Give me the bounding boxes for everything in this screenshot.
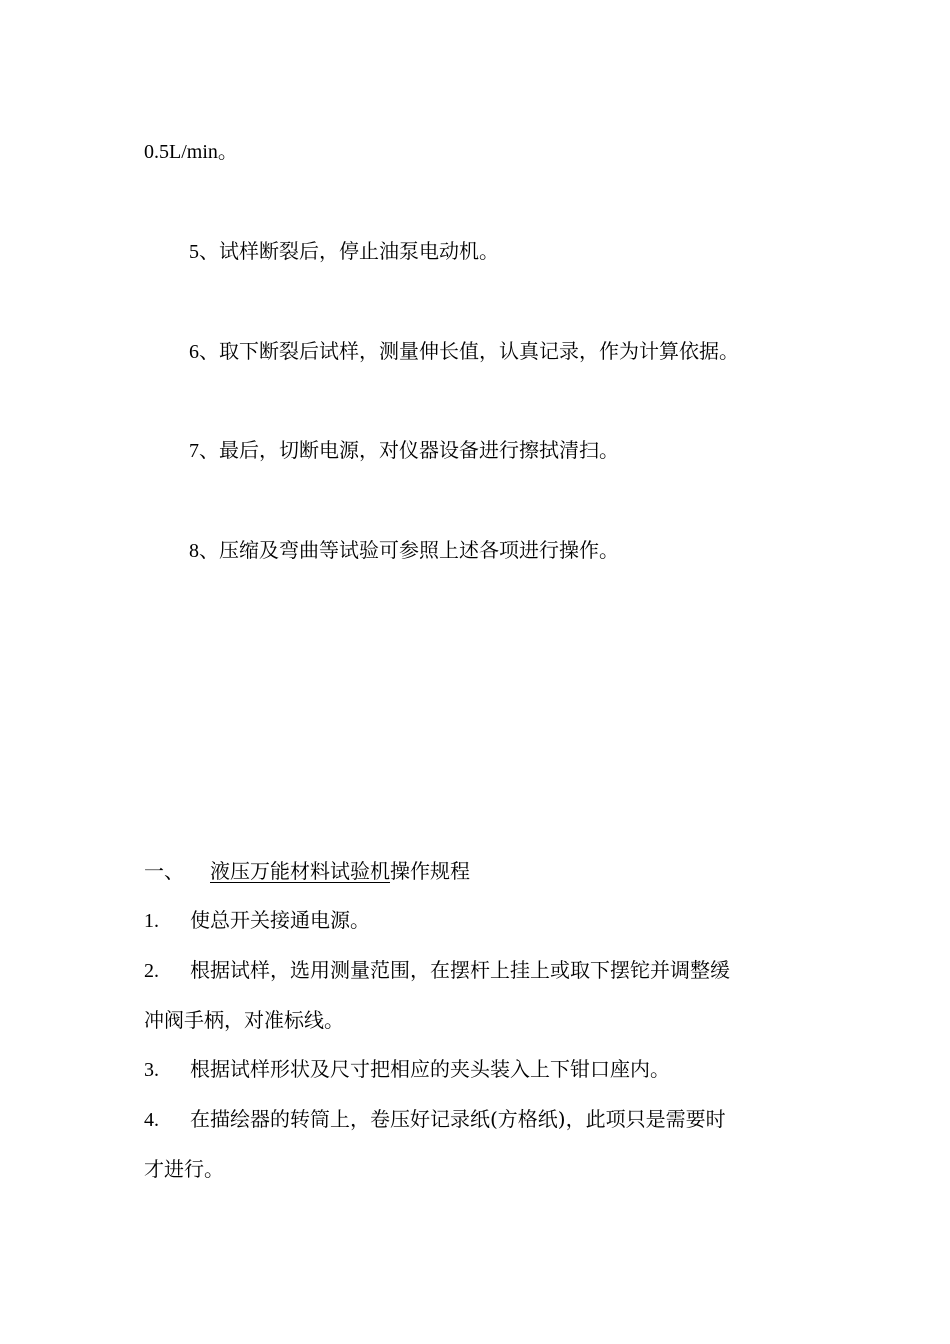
step-6 bbox=[189, 338, 739, 364]
step-5 bbox=[189, 238, 499, 264]
list-text: 使总开关接通电源。 bbox=[190, 908, 370, 932]
step-number: 8 bbox=[189, 540, 199, 562]
list-number: 2. bbox=[144, 960, 159, 982]
heading-machine-name: 液压万能材料试验机 bbox=[210, 859, 390, 883]
step-number: 6 bbox=[189, 341, 199, 363]
list-item-2 bbox=[144, 957, 730, 983]
list-number: 3. bbox=[144, 1059, 159, 1081]
list-number: 1. bbox=[144, 910, 159, 932]
step-number: 5 bbox=[189, 241, 199, 263]
list-text: 在描绘器的转筒上，卷压好记录纸(方格纸)，此项只是需要时 bbox=[190, 1107, 726, 1131]
section-heading bbox=[144, 858, 470, 884]
step-7 bbox=[189, 437, 619, 463]
list-item-4-continued: 才进行。 bbox=[144, 1157, 224, 1181]
continued-line: 0.5L/min。 bbox=[144, 141, 238, 163]
heading-rest: 操作规程 bbox=[390, 859, 470, 883]
list-text: 根据试样形状及尺寸把相应的夹头装入上下钳口座内。 bbox=[190, 1057, 670, 1081]
heading-number: 一、 bbox=[144, 859, 184, 883]
step-text: 、取下断裂后试样，测量伸长值，认真记录，作为计算依据。 bbox=[199, 339, 739, 363]
list-item-2-continued: 冲阀手柄，对准标线。 bbox=[144, 1008, 344, 1032]
list-text: 根据试样，选用测量范围，在摆杆上挂上或取下摆铊并调整缓 bbox=[190, 958, 730, 982]
step-8 bbox=[189, 537, 619, 563]
step-text: 、压缩及弯曲等试验可参照上述各项进行操作。 bbox=[199, 538, 619, 562]
step-number: 7 bbox=[189, 440, 199, 462]
list-item-3 bbox=[144, 1056, 670, 1082]
list-number: 4. bbox=[144, 1109, 159, 1131]
step-text: 、试样断裂后，停止油泵电动机。 bbox=[199, 239, 499, 263]
list-item-1 bbox=[144, 907, 370, 933]
step-text: 、最后，切断电源，对仪器设备进行擦拭清扫。 bbox=[199, 438, 619, 462]
list-item-4 bbox=[144, 1106, 726, 1132]
